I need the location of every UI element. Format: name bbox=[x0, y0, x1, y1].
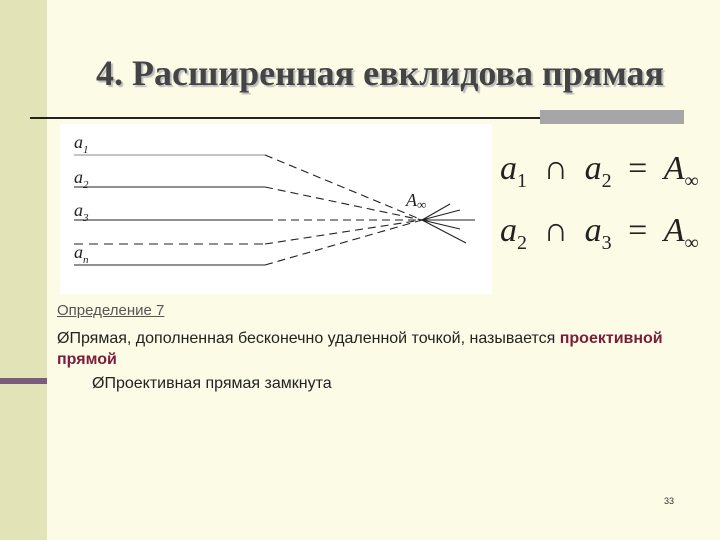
label-a1: $a_1$ bbox=[74, 132, 89, 156]
converge-a1 bbox=[265, 155, 422, 220]
label-a-infinity: A∞ bbox=[406, 190, 427, 212]
label-a2: $a_2$ bbox=[74, 167, 89, 191]
ray-3 bbox=[422, 220, 460, 229]
definition-heading: Определение 7 bbox=[57, 302, 165, 319]
bullet-arrow-icon: Ø bbox=[57, 330, 70, 347]
converge-a2 bbox=[265, 187, 422, 220]
converge-dashed bbox=[265, 220, 422, 244]
title-rule-block bbox=[540, 110, 684, 124]
sub-bullet-arrow-icon: Ø bbox=[92, 375, 105, 392]
parallel-lines-diagram bbox=[60, 124, 492, 294]
ray-1 bbox=[422, 210, 460, 220]
left-accent-stripe bbox=[0, 378, 47, 384]
definition-body: Прямая, дополненная бесконечно удаленной точкой, называется bbox=[69, 330, 560, 347]
label-a3: $a_3$ bbox=[74, 200, 89, 224]
ray-4 bbox=[422, 220, 466, 243]
formula-a1-a2: $a_1$ ∩ $a_2 = A_\infty$ bbox=[500, 150, 699, 192]
definition-term: проективной прямой bbox=[57, 330, 663, 368]
slide-title: 4. Расширенная евклидова прямая bbox=[96, 53, 664, 93]
label-an: $a_n$ bbox=[74, 242, 89, 266]
definition-text bbox=[57, 328, 697, 370]
converge-an bbox=[265, 220, 422, 265]
left-side-bar bbox=[0, 0, 47, 540]
formula-a2-a3: $a_2$ ∩ $a_3 = A_\infty$ bbox=[500, 212, 699, 254]
page-number: 33 bbox=[664, 496, 675, 506]
definition-sub-bullet bbox=[92, 375, 332, 393]
sub-bullet-text: Проективная прямая замкнута bbox=[104, 375, 332, 392]
